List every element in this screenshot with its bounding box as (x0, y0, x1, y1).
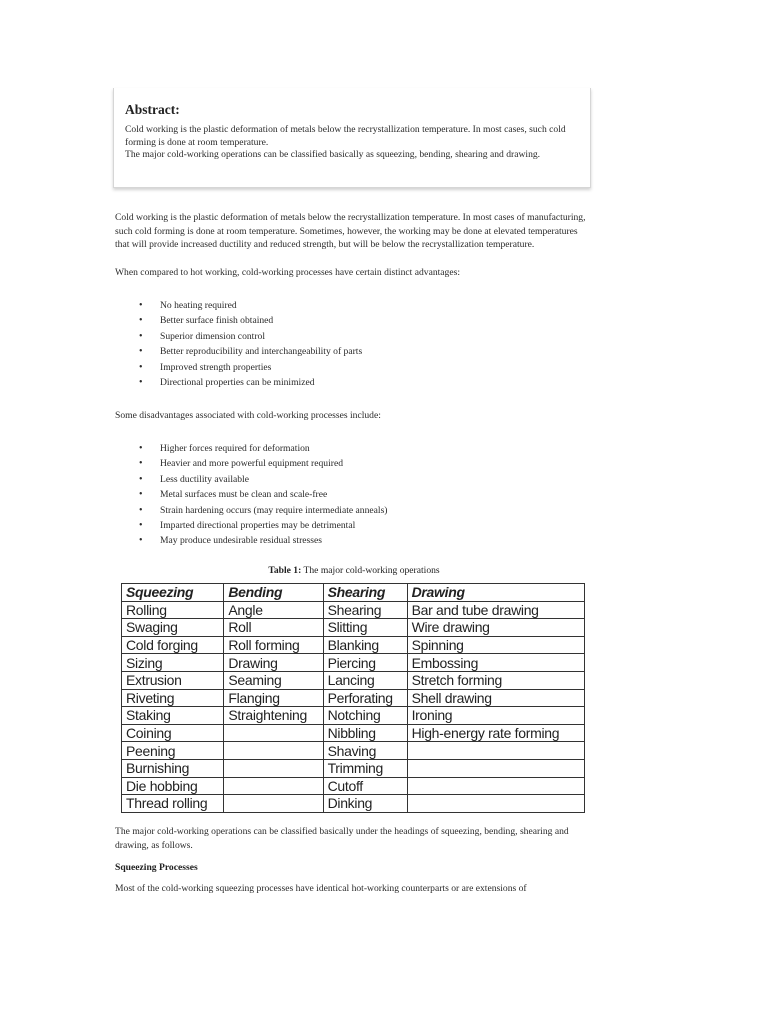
table-cell: Cold forging (122, 636, 224, 654)
list-item: • Higher forces required for deformation (115, 441, 575, 456)
table-cell: Lancing (323, 671, 407, 689)
table-cell: Seaming (224, 671, 323, 689)
advantages-list (115, 298, 575, 390)
header-shearing: Shearing (323, 584, 407, 602)
abstract-text-2: The major cold-working operations can be classified basically as squeezing, bending, shearing and drawing. (125, 149, 541, 161)
table-cell: Wire drawing (407, 619, 584, 637)
table-cell: Nibbling (323, 724, 407, 742)
table-caption-text: The major cold-working operations (301, 565, 440, 576)
list-item: • Less ductility available (115, 472, 575, 487)
squeezing-processes-text: Most of the cold-working squeezing processes have identical hot-working counterparts or are extensions of (115, 883, 527, 894)
header-drawing: Drawing (407, 584, 584, 602)
table-cell (407, 759, 584, 777)
table-cell: Roll (224, 619, 323, 637)
header-squeezing: Squeezing (122, 584, 224, 602)
table-cell: Extrusion (122, 671, 224, 689)
list-item: • Better reproducibility and interchangeability of parts (115, 344, 575, 359)
table-row (122, 671, 585, 689)
table-cell (407, 795, 584, 813)
disadvantages-lead: Some disadvantages associated with cold-working processes include: (115, 410, 381, 421)
abstract-text-1: Cold working is the plastic deformation of metals below the recrystallization temperature. In most cases, such cold forming is done at room temperature. (125, 124, 566, 148)
table-cell (224, 795, 323, 813)
list-item: • May produce undesirable residual stresses (115, 533, 575, 548)
table-cell: Embossing (407, 654, 584, 672)
table-row (122, 777, 585, 795)
table-cell: Spinning (407, 636, 584, 654)
table-row (122, 619, 585, 637)
table-caption (0, 565, 708, 576)
table-cell: Shaving (323, 742, 407, 760)
table-cell: Cutoff (323, 777, 407, 795)
abstract-title: Abstract: (125, 102, 180, 117)
after-table-paragraph: The major cold-working operations can be classified basically under the headings of squeezing, bending, shearing and drawing, as follows. (115, 826, 569, 851)
table-row (122, 759, 585, 777)
table-cell (407, 777, 584, 795)
table-cell: High-energy rate forming (407, 724, 584, 742)
table-cell: Notching (323, 707, 407, 725)
intro-paragraph: Cold working is the plastic deformation of metals below the recrystallization temperature. In most cases of manufacturing, such cold forming is done at room temperature. Sometimes, however, the working may be done at elevated temperatures that will provide increased ductility and reduced strength, but will be below the recrystallization temperature. (115, 212, 586, 251)
table-cell: Drawing (224, 654, 323, 672)
table-cell: Coining (122, 724, 224, 742)
table-caption-label: Table 1: (268, 565, 302, 576)
table-cell (224, 724, 323, 742)
table-cell (407, 742, 584, 760)
table-cell: Staking (122, 707, 224, 725)
table-cell: Blanking (323, 636, 407, 654)
table-row (122, 724, 585, 742)
squeezing-processes-heading: Squeezing Processes (115, 862, 198, 873)
table-cell: Riveting (122, 689, 224, 707)
list-item: • Strain hardening occurs (may require intermediate anneals) (115, 503, 575, 518)
table-cell: Shell drawing (407, 689, 584, 707)
table-cell: Trimming (323, 759, 407, 777)
table-cell: Angle (224, 601, 323, 619)
table-cell: Die hobbing (122, 777, 224, 795)
table-cell: Perforating (323, 689, 407, 707)
table-cell (224, 759, 323, 777)
table-cell: Shearing (323, 601, 407, 619)
table-cell: Bar and tube drawing (407, 601, 584, 619)
list-item: • No heating required (115, 298, 575, 313)
table-row (122, 742, 585, 760)
table-header-row (122, 584, 585, 602)
advantages-lead: When compared to hot working, cold-working processes have certain distinct advantages: (115, 267, 461, 278)
table-cell: Peening (122, 742, 224, 760)
disadvantages-list (115, 441, 575, 549)
table-cell (224, 777, 323, 795)
table-cell: Rolling (122, 601, 224, 619)
table-cell: Piercing (323, 654, 407, 672)
list-item: • Improved strength properties (115, 360, 575, 375)
list-item: • Imparted directional properties may be detrimental (115, 518, 575, 533)
table-row (122, 689, 585, 707)
list-item: • Better surface finish obtained (115, 313, 575, 328)
list-item: • Directional properties can be minimized (115, 375, 575, 390)
table-cell: Sizing (122, 654, 224, 672)
table-cell: Swaging (122, 619, 224, 637)
list-item: • Metal surfaces must be clean and scale-free (115, 487, 575, 502)
table-row (122, 795, 585, 813)
table-cell: Thread rolling (122, 795, 224, 813)
table-cell: Slitting (323, 619, 407, 637)
table-cell: Straightening (224, 707, 323, 725)
table-cell: Stretch forming (407, 671, 584, 689)
table-cell: Roll forming (224, 636, 323, 654)
table-cell: Burnishing (122, 759, 224, 777)
table-cell: Dinking (323, 795, 407, 813)
table-cell (224, 742, 323, 760)
list-item: • Heavier and more powerful equipment required (115, 456, 575, 471)
table-row (122, 601, 585, 619)
table-row (122, 654, 585, 672)
table-cell: Flanging (224, 689, 323, 707)
table-cell: Ironing (407, 707, 584, 725)
abstract-box (113, 88, 591, 188)
table-row (122, 707, 585, 725)
table-row (122, 636, 585, 654)
list-item: • Superior dimension control (115, 329, 575, 344)
header-bending: Bending (224, 584, 323, 602)
cold-working-operations-table (121, 583, 585, 813)
